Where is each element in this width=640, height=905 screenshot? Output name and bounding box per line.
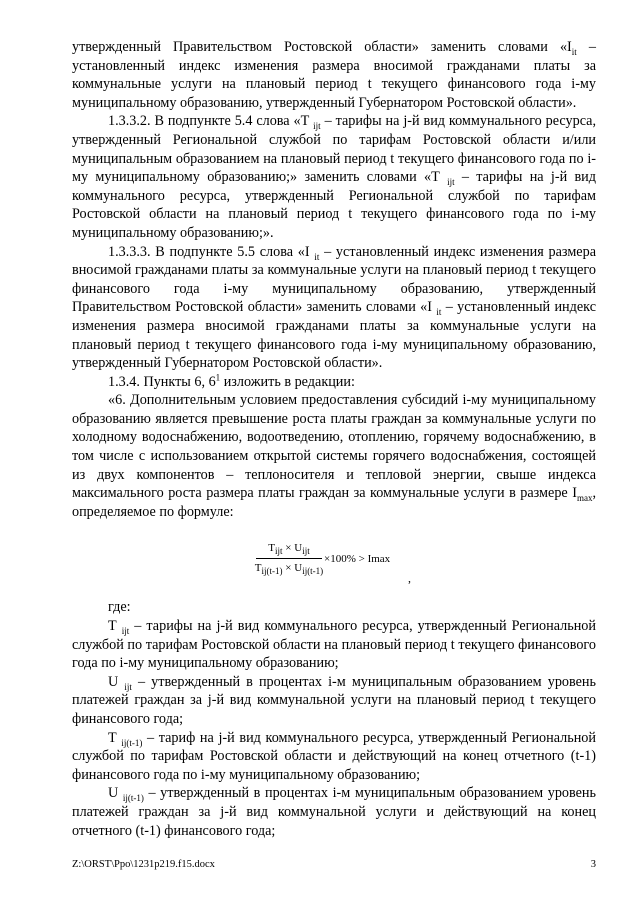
- formula: [254, 540, 434, 600]
- document-body: [72, 38, 596, 521]
- paragraph-point-6: «6. Дополнительным условием предоставления субсидий i-му муниципальному образованию является превышение роста платы граждан за коммунальные услуги по холодному водоснабжению, водоотведению, отоплению, горячему водоснабжению, в том числе с использованием открытой системы горячего водоснабжения, состоящей из двух компонентов – теплоносителя и тепловой энергии, свыше индекса максимального роста размера платы граждан за коммунальные услуги в размере $I_{max}$, определяемое по формуле:: [72, 392, 596, 520]
- page-footer: [72, 856, 596, 875]
- formula-denominator: $T_{ij(t-1)} \times U_{ij(t-1)}$: [254, 562, 324, 577]
- paragraph-continuation: [72, 38, 596, 112]
- definition-uijt-1: U $_{ij(t-1)}$ – утвержденный в процентах i-м муниципальным образованием уровень платежей граждан за j-й вид коммунальной услуги и действующий на конец отчетного (t-1) финансового года;: [72, 785, 596, 839]
- definition-uijt: U $_{ijt}$ – утвержденный в процентах i-м муниципальным образованием уровень платежей граждан за j-й вид коммунальной услуги на плановый период t текущего финансового года;: [72, 673, 596, 727]
- formula-numerator: $T_{ijt} \times U_{ijt}$: [268, 542, 310, 557]
- text-p0-a: утвержденный Правительством Ростовской области» заменить словами «I: [72, 39, 572, 55]
- paragraph-1-3-3-2: 1.3.3.2. В подпункте 5.4 слова «Т $_{ijt}$ – тарифы на j-й вид коммунального ресурса, утвержденный Региональной службой по тарифам Ростовской области и/или муниципальным образованием на плановый период t текущего финансового года по i-му муниципальному образованию;» заменить словами «Т $_{ijt}$ – тарифы на j-й вид коммунального ресурса, утвержденный Региональной службой по тарифам Ростовской области на плановый период t текущего финансового года по i-му муниципальному образованию;».: [72, 113, 597, 241]
- definition-tijt-1: Т $_{ij(t-1)}$ – тариф на j-й вид коммунального ресурса, утвержденный Региональной службой по тарифам Ростовской области и действующий на конец отчетного (t-1) финансового года по i-му муниципальному образованию;: [72, 729, 596, 783]
- page-number: 3: [590, 859, 596, 870]
- formula-comma: ,: [408, 571, 411, 585]
- footer-file-path: Z:\ORST\Ppo\1231p219.f15.docx: [72, 859, 215, 870]
- definitions: [72, 617, 596, 840]
- sub-it: it: [571, 46, 577, 57]
- where-label: где:: [108, 599, 131, 615]
- text-p0-b: – установленный индекс изменения размера вносимой гражданами платы за коммунальные услуги на плановый период t текущего финансового года i-му муниципальному образованию, утвержденный Губернатором Ростовской области».: [72, 39, 597, 111]
- formula-rest: ×100% > Imax: [324, 553, 391, 565]
- paragraph-1-3-4: 1.3.4. Пункты 6, $6^1$ изложить в редакции:: [108, 371, 355, 390]
- paragraph-1-3-3-3: 1.3.3.3. В подпункте 5.5 слова «I $_{it}$ – установленный индекс изменения размера вносимой гражданами платы за коммунальные услуги на плановый период t текущего финансового года i-му муниципальному образованию, утвержденный Правительством Ростовской области» заменить словами «I $_{it}$ – установленный индекс изменения размера вносимой гражданами платы за коммунальные услуги на плановый период t текущего финансового года i-му муниципальному образованию, утвержденный Губернатором Ростовской области».: [72, 243, 596, 372]
- fraction-bar: [256, 558, 322, 559]
- definition-tijt: Т $_{ijt}$ – тарифы на j-й вид коммунального ресурса, утвержденный Региональной службой по тарифам Ростовской области на плановый период t текущего финансового года по i-му муниципальному образованию;: [72, 618, 596, 672]
